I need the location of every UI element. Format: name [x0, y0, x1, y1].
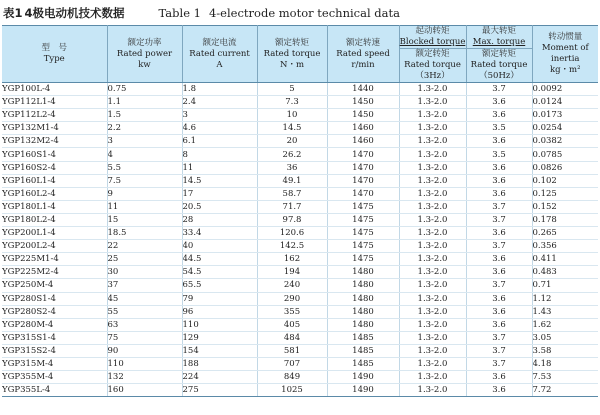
cell-rated-speed: 1460	[327, 135, 399, 148]
cell-max-torque: 3.6	[466, 187, 532, 200]
cell-rated-power: 5.5	[107, 161, 182, 174]
cell-rated-current: 4.6	[182, 122, 257, 135]
cell-max-torque: 3.6	[466, 227, 532, 240]
cell-rated-torque: 581	[257, 344, 327, 357]
header-torque-unit: N・m	[280, 59, 304, 70]
cell-rated-torque: 7.3	[257, 96, 327, 109]
table-row	[2, 122, 598, 135]
header-blocked-torque	[399, 26, 466, 83]
cell-inertia: 0.125	[532, 187, 598, 200]
cell-rated-current: 20.5	[182, 200, 257, 213]
cell-max-torque: 3.7	[466, 357, 532, 370]
cell-type: YGP160L1-4	[2, 174, 107, 187]
header-type	[2, 26, 107, 83]
table-body	[2, 83, 598, 397]
header-speed	[327, 26, 399, 83]
cell-max-torque: 3.7	[466, 200, 532, 213]
cell-rated-torque: 71.7	[257, 200, 327, 213]
table-row	[2, 331, 598, 344]
cell-type: YGP160S1-4	[2, 148, 107, 161]
header-blocked-en-bottom: Rated torque	[404, 60, 461, 70]
cell-rated-speed: 1450	[327, 109, 399, 122]
cell-blocked-torque: 1.3-2.0	[399, 187, 466, 200]
cell-rated-speed: 1475	[327, 200, 399, 213]
cell-blocked-torque: 1.3-2.0	[399, 135, 466, 148]
cell-max-torque: 3.5	[466, 148, 532, 161]
cell-rated-torque: 5	[257, 83, 327, 96]
cell-rated-torque: 707	[257, 357, 327, 370]
cell-blocked-torque: 1.3-2.0	[399, 174, 466, 187]
cell-rated-current: 96	[182, 305, 257, 318]
cell-rated-speed: 1490	[327, 371, 399, 384]
cell-rated-speed: 1485	[327, 357, 399, 370]
cell-rated-current: 2.4	[182, 96, 257, 109]
table-row	[2, 227, 598, 240]
table-row	[2, 357, 598, 370]
cell-rated-power: 22	[107, 240, 182, 253]
table-row	[2, 200, 598, 213]
cell-rated-power: 75	[107, 331, 182, 344]
header-max-en-bottom: Rated torque	[470, 60, 528, 70]
cell-rated-current: 3	[182, 109, 257, 122]
cell-blocked-torque: 1.3-2.0	[399, 279, 466, 292]
header-inertia-zh: 转动惯量	[548, 32, 583, 42]
cell-rated-current: 44.5	[182, 253, 257, 266]
cell-rated-speed: 1480	[327, 318, 399, 331]
cell-inertia: 0.0173	[532, 109, 598, 122]
cell-inertia: 4.18	[532, 357, 598, 370]
cell-rated-torque: 58.7	[257, 187, 327, 200]
cell-rated-power: 1.5	[107, 109, 182, 122]
cell-rated-speed: 1470	[327, 187, 399, 200]
cell-type: YGP200L2-4	[2, 240, 107, 253]
cell-rated-torque: 355	[257, 305, 327, 318]
table-row	[2, 135, 598, 148]
cell-inertia: 0.152	[532, 200, 598, 213]
cell-inertia: 7.72	[532, 384, 598, 397]
cell-blocked-torque: 1.3-2.0	[399, 331, 466, 344]
cell-rated-speed: 1480	[327, 305, 399, 318]
cell-inertia: 0.71	[532, 279, 598, 292]
cell-inertia: 0.178	[532, 213, 598, 226]
cell-blocked-torque: 1.3-2.0	[399, 161, 466, 174]
header-torque	[257, 26, 327, 83]
header-blocked-zh-bottom: 额定转矩	[415, 49, 450, 59]
cell-inertia: 0.356	[532, 240, 598, 253]
cell-max-torque: 3.6	[466, 161, 532, 174]
cell-inertia: 0.102	[532, 174, 598, 187]
header-power-zh: 额定功率	[127, 37, 162, 48]
cell-type: YGP200L1-4	[2, 227, 107, 240]
table-row	[2, 109, 598, 122]
cell-blocked-torque: 1.3-2.0	[399, 148, 466, 161]
cell-max-torque: 3.7	[466, 213, 532, 226]
cell-inertia: 1.12	[532, 292, 598, 305]
cell-type: YGP250M-4	[2, 279, 107, 292]
caption-en-title: 4-electrode motor technical data	[208, 6, 400, 20]
cell-rated-power: 63	[107, 318, 182, 331]
cell-rated-power: 25	[107, 253, 182, 266]
cell-rated-power: 15	[107, 213, 182, 226]
cell-rated-speed: 1475	[327, 253, 399, 266]
cell-rated-speed: 1440	[327, 83, 399, 96]
table-row	[2, 213, 598, 226]
cell-rated-power: 37	[107, 279, 182, 292]
cell-rated-torque: 142.5	[257, 240, 327, 253]
cell-type: YGP355M-4	[2, 371, 107, 384]
table-row	[2, 83, 598, 96]
cell-rated-power: 110	[107, 357, 182, 370]
header-max-zh-top: 最大转矩	[481, 26, 516, 36]
cell-rated-current: 11	[182, 161, 257, 174]
cell-type: YGP225M1-4	[2, 253, 107, 266]
header-power-unit: kw	[138, 59, 151, 70]
cell-inertia: 0.0785	[532, 148, 598, 161]
header-current-unit: A	[216, 59, 223, 70]
cell-rated-speed: 1460	[327, 122, 399, 135]
cell-blocked-torque: 1.3-2.0	[399, 357, 466, 370]
cell-max-torque: 3.7	[466, 83, 532, 96]
table-row	[2, 96, 598, 109]
cell-type: YGP280S1-4	[2, 292, 107, 305]
cell-rated-torque: 162	[257, 253, 327, 266]
cell-inertia: 0.411	[532, 253, 598, 266]
cell-rated-speed: 1450	[327, 96, 399, 109]
cell-blocked-torque: 1.3-2.0	[399, 122, 466, 135]
cell-type: YGP112L1-4	[2, 96, 107, 109]
cell-inertia: 0.0254	[532, 122, 598, 135]
cell-rated-speed: 1475	[327, 227, 399, 240]
cell-inertia: 0.0826	[532, 161, 598, 174]
cell-inertia: 1.62	[532, 318, 598, 331]
header-type-en: Type	[43, 54, 65, 64]
header-power-en: Rated power	[116, 48, 173, 59]
cell-rated-power: 0.75	[107, 83, 182, 96]
table-header	[2, 26, 598, 83]
table-row	[2, 161, 598, 174]
header-inertia-en: Moment of inertia	[541, 43, 589, 64]
cell-rated-torque: 120.6	[257, 227, 327, 240]
table-row	[2, 148, 598, 161]
caption-zh-title: 4极电动机技术数据	[24, 6, 125, 20]
cell-rated-current: 188	[182, 357, 257, 370]
cell-rated-torque: 240	[257, 279, 327, 292]
cell-blocked-torque: 1.3-2.0	[399, 371, 466, 384]
cell-max-torque: 3.6	[466, 305, 532, 318]
cell-rated-speed: 1470	[327, 174, 399, 187]
motor-data-table	[2, 25, 598, 397]
cell-type: YGP280S2-4	[2, 305, 107, 318]
cell-blocked-torque: 1.3-2.0	[399, 227, 466, 240]
cell-blocked-torque: 1.3-2.0	[399, 240, 466, 253]
cell-max-torque: 3.6	[466, 174, 532, 187]
cell-rated-power: 7.5	[107, 174, 182, 187]
header-current-en: Rated current	[189, 48, 250, 59]
cell-rated-current: 275	[182, 384, 257, 397]
cell-type: YGP132M2-4	[2, 135, 107, 148]
cell-rated-current: 79	[182, 292, 257, 305]
table-row	[2, 292, 598, 305]
table-row	[2, 253, 598, 266]
table-row	[2, 240, 598, 253]
header-torque-zh: 额定转矩	[274, 37, 309, 48]
cell-type: YGP315M-4	[2, 357, 107, 370]
cell-type: YGP315S2-4	[2, 344, 107, 357]
cell-rated-torque: 26.2	[257, 148, 327, 161]
cell-max-torque: 3.6	[466, 384, 532, 397]
header-type-zh: 型 号	[41, 43, 67, 53]
cell-rated-power: 30	[107, 266, 182, 279]
table-row	[2, 187, 598, 200]
cell-rated-torque: 1025	[257, 384, 327, 397]
header-blocked-zh-top: 起动转矩	[415, 26, 450, 36]
cell-rated-power: 45	[107, 292, 182, 305]
cell-rated-power: 55	[107, 305, 182, 318]
table-row	[2, 174, 598, 187]
cell-max-torque: 3.6	[466, 135, 532, 148]
cell-max-torque: 3.6	[466, 292, 532, 305]
cell-blocked-torque: 1.3-2.0	[399, 318, 466, 331]
cell-rated-speed: 1475	[327, 240, 399, 253]
cell-rated-torque: 49.1	[257, 174, 327, 187]
table-row	[2, 371, 598, 384]
cell-max-torque: 3.6	[466, 253, 532, 266]
cell-type: YGP315S1-4	[2, 331, 107, 344]
cell-rated-power: 11	[107, 200, 182, 213]
cell-rated-power: 9	[107, 187, 182, 200]
cell-inertia: 3.05	[532, 331, 598, 344]
cell-inertia: 0.0092	[532, 83, 598, 96]
cell-rated-current: 14.5	[182, 174, 257, 187]
cell-blocked-torque: 1.3-2.0	[399, 305, 466, 318]
cell-rated-power: 1.1	[107, 96, 182, 109]
cell-rated-current: 65.5	[182, 279, 257, 292]
cell-rated-torque: 194	[257, 266, 327, 279]
cell-blocked-torque: 1.3-2.0	[399, 96, 466, 109]
header-blocked-unit: （3Hz）	[415, 71, 450, 81]
cell-type: YGP225M2-4	[2, 266, 107, 279]
cell-rated-speed: 1490	[327, 384, 399, 397]
header-max-en-top: Max. torque	[472, 37, 526, 47]
cell-max-torque: 3.7	[466, 344, 532, 357]
cell-rated-current: 8	[182, 148, 257, 161]
cell-rated-torque: 10	[257, 109, 327, 122]
cell-inertia: 3.58	[532, 344, 598, 357]
cell-rated-speed: 1485	[327, 344, 399, 357]
cell-type: YGP280M-4	[2, 318, 107, 331]
header-current	[182, 26, 257, 83]
table-caption	[3, 3, 597, 23]
table-row	[2, 266, 598, 279]
cell-blocked-torque: 1.3-2.0	[399, 384, 466, 397]
cell-rated-current: 224	[182, 371, 257, 384]
cell-blocked-torque: 1.3-2.0	[399, 83, 466, 96]
cell-rated-current: 54.5	[182, 266, 257, 279]
cell-type: YGP180L1-4	[2, 200, 107, 213]
cell-rated-torque: 849	[257, 371, 327, 384]
cell-inertia: 0.0382	[532, 135, 598, 148]
cell-type: YGP160S2-4	[2, 161, 107, 174]
cell-rated-torque: 405	[257, 318, 327, 331]
header-speed-zh: 额定转速	[345, 37, 380, 48]
cell-rated-power: 2.2	[107, 122, 182, 135]
header-blocked-en-top: Blocked torque	[399, 37, 466, 47]
cell-inertia: 0.483	[532, 266, 598, 279]
cell-blocked-torque: 1.3-2.0	[399, 266, 466, 279]
cell-blocked-torque: 1.3-2.0	[399, 253, 466, 266]
cell-max-torque: 3.7	[466, 279, 532, 292]
cell-blocked-torque: 1.3-2.0	[399, 213, 466, 226]
cell-rated-current: 129	[182, 331, 257, 344]
cell-rated-speed: 1480	[327, 292, 399, 305]
table-row	[2, 344, 598, 357]
cell-type: YGP112L2-4	[2, 109, 107, 122]
cell-rated-speed: 1485	[327, 331, 399, 344]
cell-max-torque: 3.5	[466, 122, 532, 135]
header-current-zh: 额定电流	[202, 37, 237, 48]
cell-rated-speed: 1470	[327, 161, 399, 174]
cell-inertia: 1.43	[532, 305, 598, 318]
cell-rated-current: 17	[182, 187, 257, 200]
cell-type: YGP180L2-4	[2, 213, 107, 226]
cell-rated-current: 6.1	[182, 135, 257, 148]
cell-rated-speed: 1480	[327, 279, 399, 292]
table-row	[2, 384, 598, 397]
cell-rated-power: 4	[107, 148, 182, 161]
cell-rated-torque: 20	[257, 135, 327, 148]
cell-rated-power: 132	[107, 371, 182, 384]
cell-rated-torque: 14.5	[257, 122, 327, 135]
cell-type: YGP355L-4	[2, 384, 107, 397]
header-max-zh-bottom: 额定转矩	[481, 49, 516, 59]
cell-rated-torque: 97.8	[257, 213, 327, 226]
header-inertia	[532, 26, 598, 83]
cell-max-torque: 3.6	[466, 109, 532, 122]
cell-max-torque: 3.7	[466, 331, 532, 344]
cell-type: YGP100L-4	[2, 83, 107, 96]
header-speed-en: Rated speed	[336, 48, 390, 59]
cell-rated-power: 160	[107, 384, 182, 397]
cell-max-torque: 3.7	[466, 240, 532, 253]
cell-blocked-torque: 1.3-2.0	[399, 109, 466, 122]
cell-rated-power: 3	[107, 135, 182, 148]
cell-max-torque: 3.6	[466, 96, 532, 109]
header-torque-en: Rated torque	[263, 48, 321, 59]
cell-max-torque: 3.6	[466, 266, 532, 279]
cell-rated-current: 154	[182, 344, 257, 357]
header-speed-unit: r/min	[351, 59, 375, 70]
cell-type: YGP132M1-4	[2, 122, 107, 135]
cell-blocked-torque: 1.3-2.0	[399, 200, 466, 213]
cell-rated-speed: 1480	[327, 266, 399, 279]
caption-zh-label: 表1	[3, 6, 23, 20]
cell-rated-current: 33.4	[182, 227, 257, 240]
header-inertia-unit: kg・m²	[549, 65, 581, 75]
cell-rated-current: 1.8	[182, 83, 257, 96]
table-row	[2, 279, 598, 292]
cell-inertia: 7.53	[532, 371, 598, 384]
cell-rated-speed: 1470	[327, 148, 399, 161]
cell-inertia: 0.265	[532, 227, 598, 240]
header-max-torque	[466, 26, 532, 83]
header-max-unit: （50Hz）	[479, 71, 519, 81]
header-power	[107, 26, 182, 83]
cell-blocked-torque: 1.3-2.0	[399, 344, 466, 357]
cell-max-torque: 3.6	[466, 371, 532, 384]
cell-rated-speed: 1475	[327, 213, 399, 226]
cell-rated-torque: 36	[257, 161, 327, 174]
table-row	[2, 318, 598, 331]
cell-type: YGP160L2-4	[2, 187, 107, 200]
caption-en-label: Table 1	[158, 6, 201, 20]
cell-inertia: 0.0124	[532, 96, 598, 109]
cell-rated-current: 110	[182, 318, 257, 331]
cell-rated-current: 40	[182, 240, 257, 253]
cell-rated-current: 28	[182, 213, 257, 226]
table-row	[2, 305, 598, 318]
cell-rated-power: 90	[107, 344, 182, 357]
header-row	[2, 26, 598, 83]
cell-max-torque: 3.6	[466, 318, 532, 331]
cell-blocked-torque: 1.3-2.0	[399, 292, 466, 305]
cell-rated-torque: 484	[257, 331, 327, 344]
cell-rated-torque: 290	[257, 292, 327, 305]
cell-rated-power: 18.5	[107, 227, 182, 240]
